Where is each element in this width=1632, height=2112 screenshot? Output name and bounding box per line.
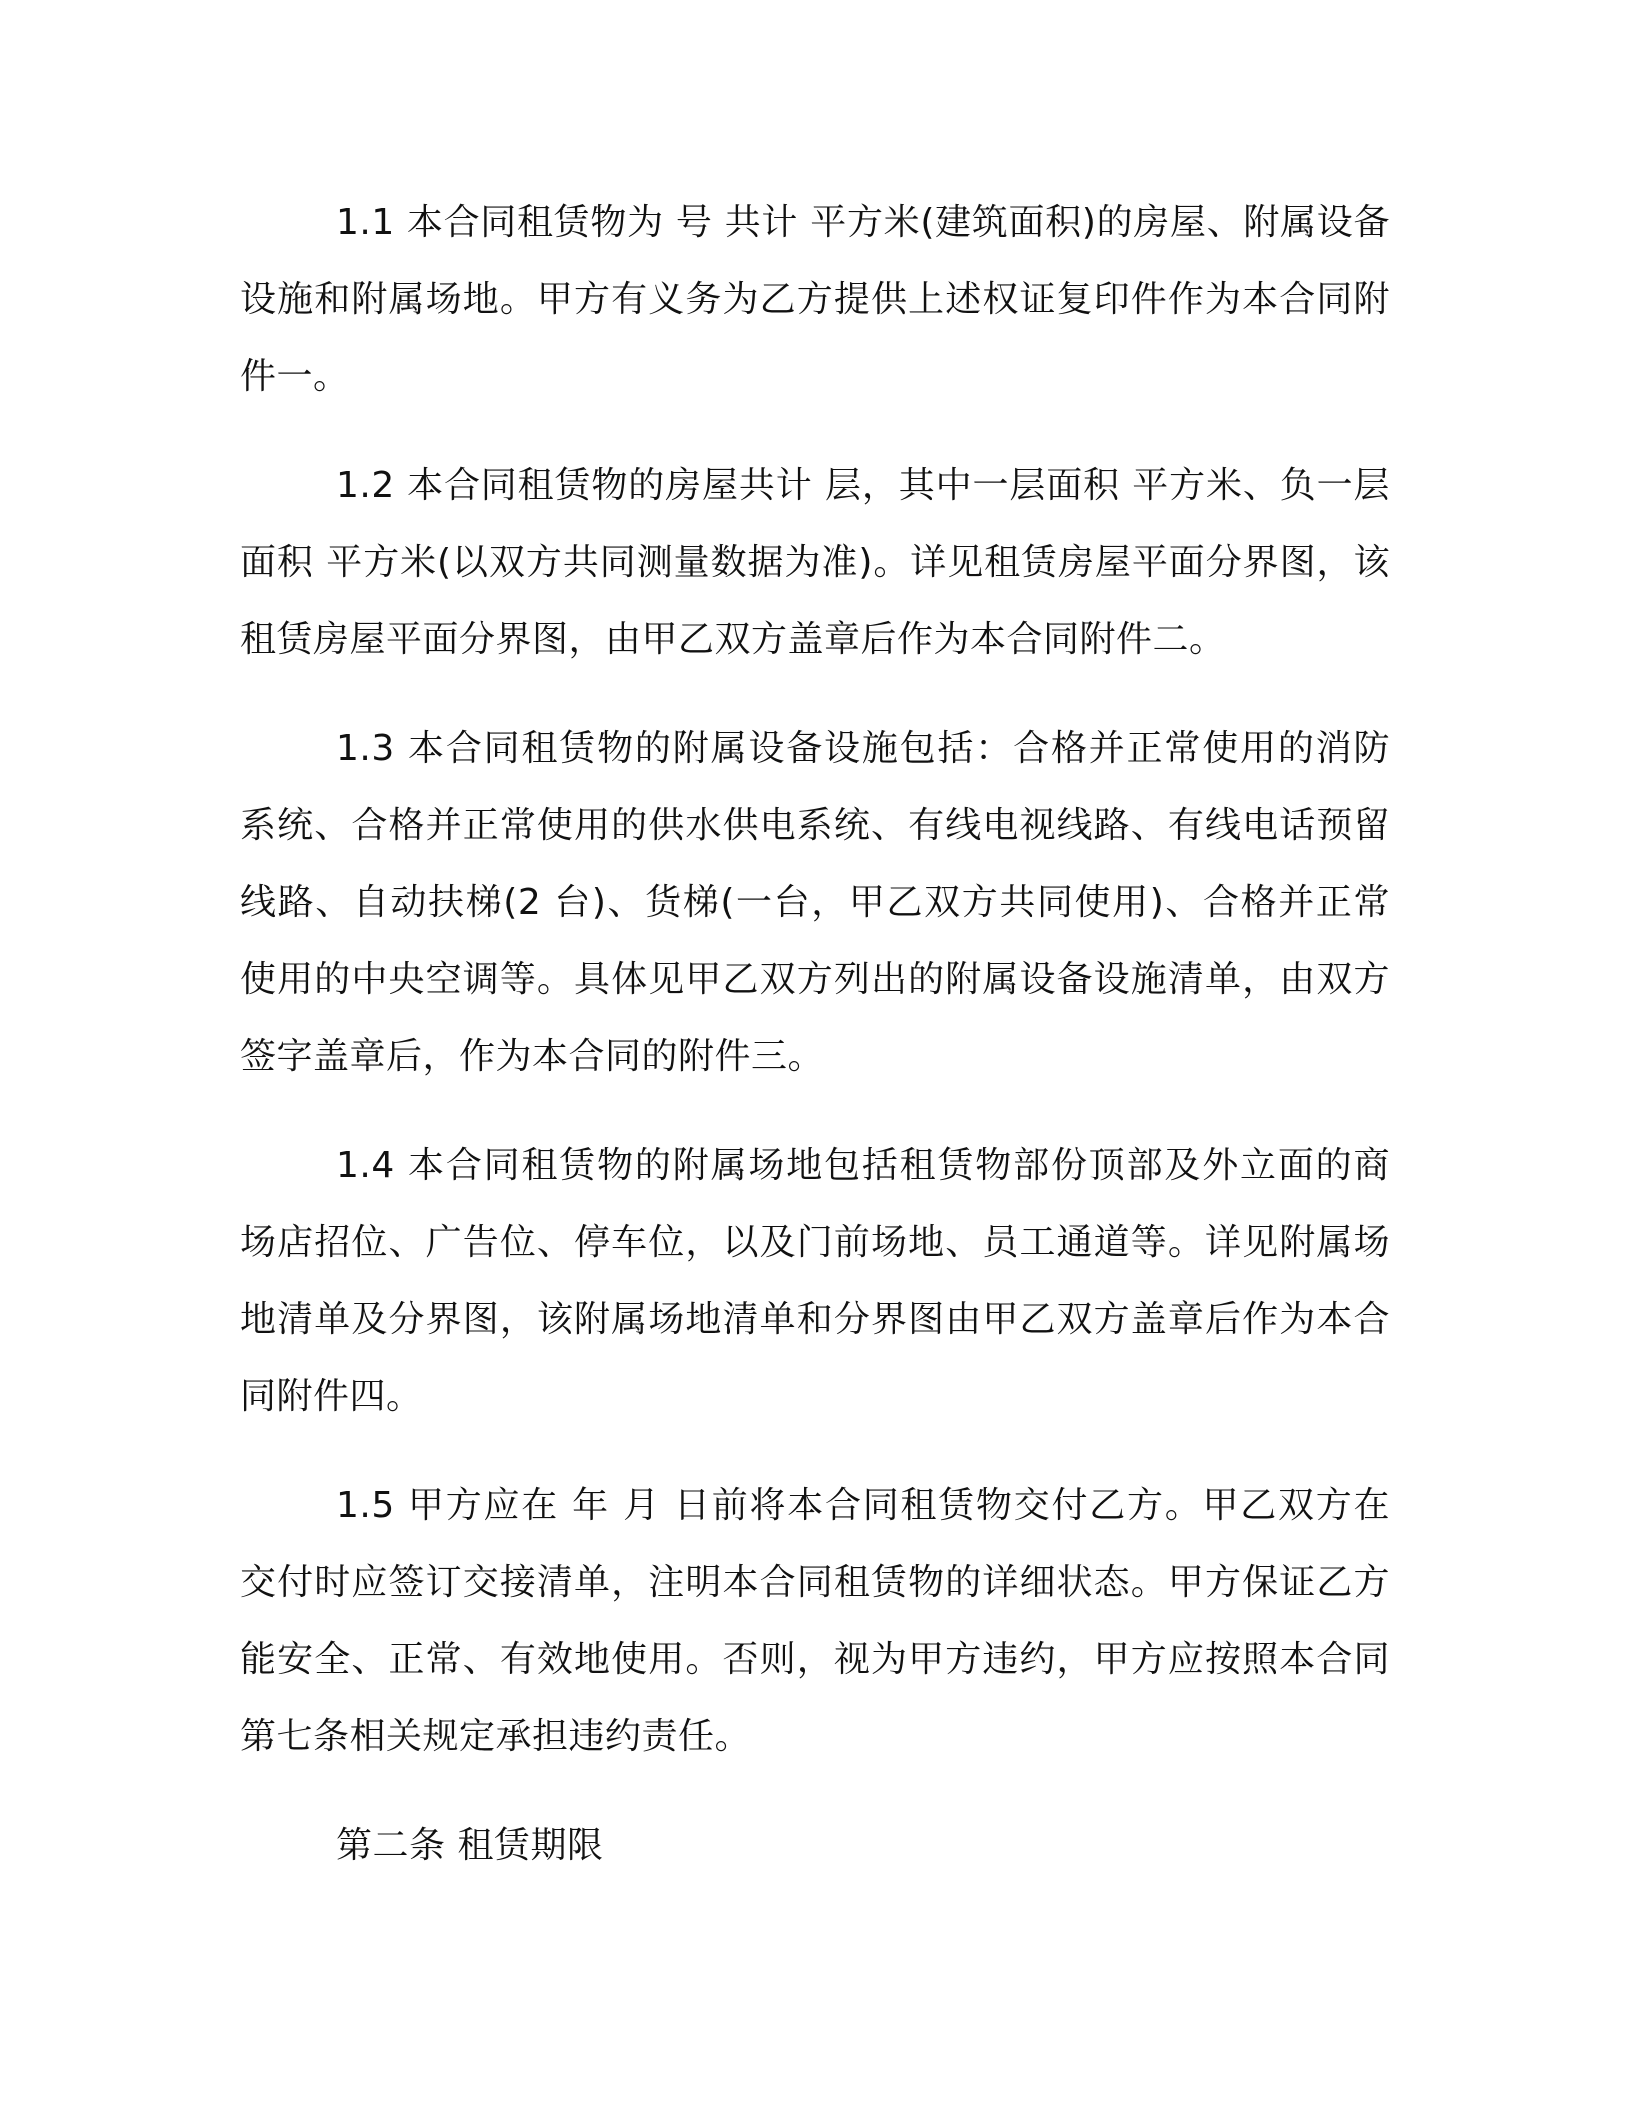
clause-1-5: 1.5 甲方应在 年 月 日前将本合同租赁物交付乙方。甲乙双方在交付时应签订交接清单，注明本合同租赁物的详细状态。甲方保证乙方能安全、正常、有效地使用。否则，视为甲方违约，甲方应按照本合同第七条相关规定承担违约责任。 (240, 1485, 1390, 1757)
clause-1-1: 1.1 本合同租赁物为 号 共计 平方米(建筑面积)的房屋、附属设备设施和附属场地。甲方有义务为乙方提供上述权证复印件作为本合同附件一。 (240, 202, 1390, 397)
clause-1-2: 1.2 本合同租赁物的房屋共计 层，其中一层面积 平方米、负一层面积 平方米(以双方共同测量数据为准)。详见租赁房屋平面分界图，该租赁房屋平面分界图，由甲乙双方盖章后作为本合同附件二。 (240, 465, 1390, 660)
document-body (240, 184, 1390, 1884)
clause-1-3: 1.3 本合同租赁物的附属设备设施包括：合格并正常使用的消防系统、合格并正常使用的供水供电系统、有线电视线路、有线电话预留线路、自动扶梯(2 台)、货梯(一台，甲乙双方共同使用)、合格并正常使用的中央空调等。具体见甲乙双方列出的附属设备设施清单，由双方签字盖章后，作为本合同的附件三。 (240, 728, 1390, 1077)
clause-1-4: 1.4 本合同租赁物的附属场地包括租赁物部份顶部及外立面的商场店招位、广告位、停车位，以及门前场地、员工通道等。详见附属场地清单及分界图，该附属场地清单和分界图由甲乙双方盖章后作为本合同附件四。 (240, 1145, 1390, 1417)
section-heading-article-2: 第二条 租赁期限 (336, 1825, 604, 1866)
